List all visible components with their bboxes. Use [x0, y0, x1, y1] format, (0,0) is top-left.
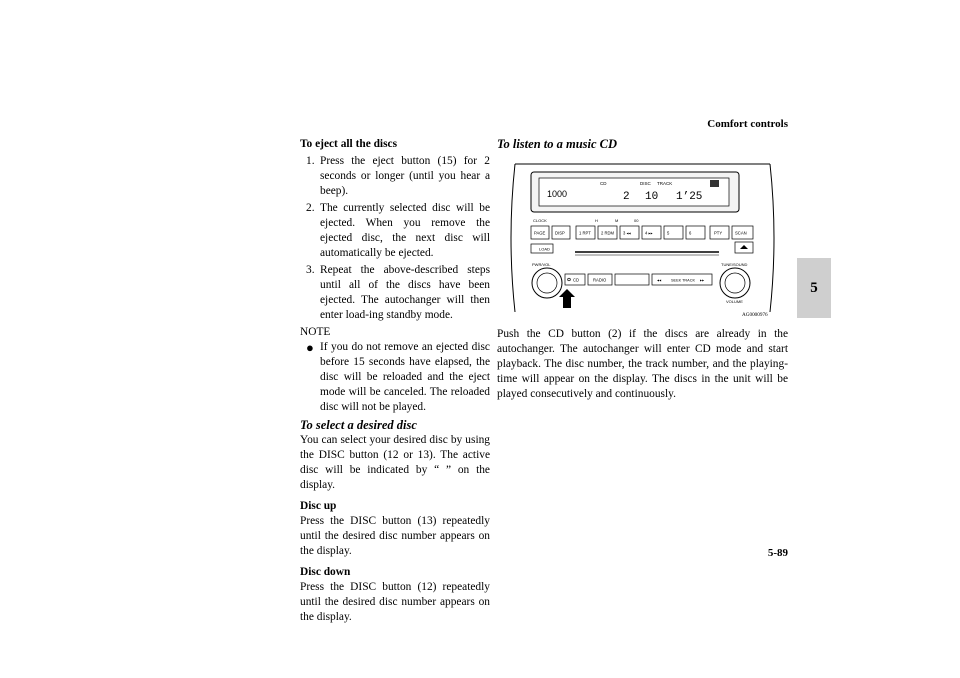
preset-2-label: 2 RDM	[601, 230, 615, 236]
preset-4-label: 4 ▸▸	[645, 230, 653, 236]
preset-5-label: 5	[667, 230, 670, 236]
eject-heading: To eject all the discs	[300, 138, 398, 150]
disc-down-text: Press the DISC button (12) repeatedly until the desired disc number appears on the display.	[300, 581, 490, 623]
disc-up-heading: Disc up	[300, 500, 337, 512]
page-number: 5-89	[767, 547, 788, 559]
scan-button-label: SCAN	[735, 230, 747, 236]
preset-1-label: 1 RPT	[579, 230, 591, 236]
pty-button-label: PTY	[714, 230, 723, 236]
pointer-arrow-icon	[559, 289, 575, 308]
clock-label: CLOCK	[533, 218, 547, 223]
display-cd-label: CD	[600, 181, 607, 186]
note-label: NOTE	[300, 326, 331, 338]
hour-label: H	[595, 218, 598, 223]
right-column	[497, 137, 788, 402]
preset-3-label: 3 ◂◂	[623, 230, 631, 236]
page-button-label: PAGE	[534, 230, 546, 236]
zero-label: 00	[634, 218, 639, 223]
power-volume-label: PWR/VOL	[532, 262, 551, 267]
select-text: You can select your desired disc by using the DISC button (12 or 13). The active disc will be indicated by “ ” on the display.	[300, 434, 490, 491]
step-text: The currently selected disc will be ejected. When you remove the ejected disc, the next disc will automatically be ejected.	[320, 202, 490, 259]
display-track-number: 10	[645, 191, 659, 203]
chapter-tab: 5	[797, 258, 831, 318]
minute-label: M	[615, 218, 619, 223]
display-disc-label: DISC	[640, 181, 651, 186]
bullet-icon: ●	[306, 340, 314, 355]
radio-button-label: RADIO	[593, 277, 607, 283]
cd-player-figure	[497, 158, 788, 318]
disp-button-label: DISP	[555, 230, 565, 236]
display-time: 1’25	[676, 191, 703, 203]
load-button-label: LOAD	[539, 246, 550, 252]
seek-track-label: SEEK TRACK	[671, 278, 695, 283]
tune-sound-label: TUNE/SOUND	[721, 262, 748, 267]
disc-down-heading: Disc down	[300, 566, 351, 578]
step-item	[300, 154, 490, 199]
svg-text:◂◂: ◂◂	[657, 277, 662, 283]
step-text: Press the eject button (15) for 2 seconds or longer (until you hear a beep).	[320, 155, 490, 197]
cd-button-label: CD	[573, 277, 580, 283]
select-heading: To select a desired disc	[300, 418, 417, 432]
step-item	[300, 201, 490, 261]
figure-id: AG0000976	[742, 312, 768, 318]
header-title: Comfort controls	[707, 118, 788, 130]
step-item	[300, 263, 490, 323]
listen-text: Push the CD button (2) if the discs are already in the autochanger. The autochanger will enter CD mode and start playback. The disc number, the track number, and the playing-time will appear on the display. The discs in the unit will be played consecutively and continuously.	[497, 328, 788, 400]
note-item	[300, 340, 490, 415]
step-number: 1.	[306, 155, 315, 167]
display-clock: 1000	[547, 189, 568, 199]
display-disc-number: 2	[623, 191, 630, 203]
step-text: Repeat the above-described steps until all of the discs have been ejected. The autochanger will then enter load-ing standby mode.	[320, 264, 490, 321]
preset-6-label: 6	[689, 230, 692, 236]
disc-indicator-icon	[710, 180, 719, 187]
svg-text:▸▸: ▸▸	[700, 277, 705, 283]
step-number: 3.	[306, 264, 315, 276]
listen-heading: To listen to a music CD	[497, 137, 618, 151]
blank-button[interactable]	[615, 274, 649, 285]
step-number: 2.	[306, 202, 315, 214]
volume-label: VOLUME	[726, 299, 743, 304]
left-column	[300, 137, 490, 625]
display-track-label: TRACK	[657, 181, 673, 186]
disc-up-text: Press the DISC button (13) repeatedly until the desired disc number appears on the display.	[300, 515, 490, 557]
note-text: If you do not remove an ejected disc before 15 seconds have elapsed, the disc will be reloaded and the eject mode will be canceled. The reloaded disc will not be played.	[320, 341, 490, 413]
